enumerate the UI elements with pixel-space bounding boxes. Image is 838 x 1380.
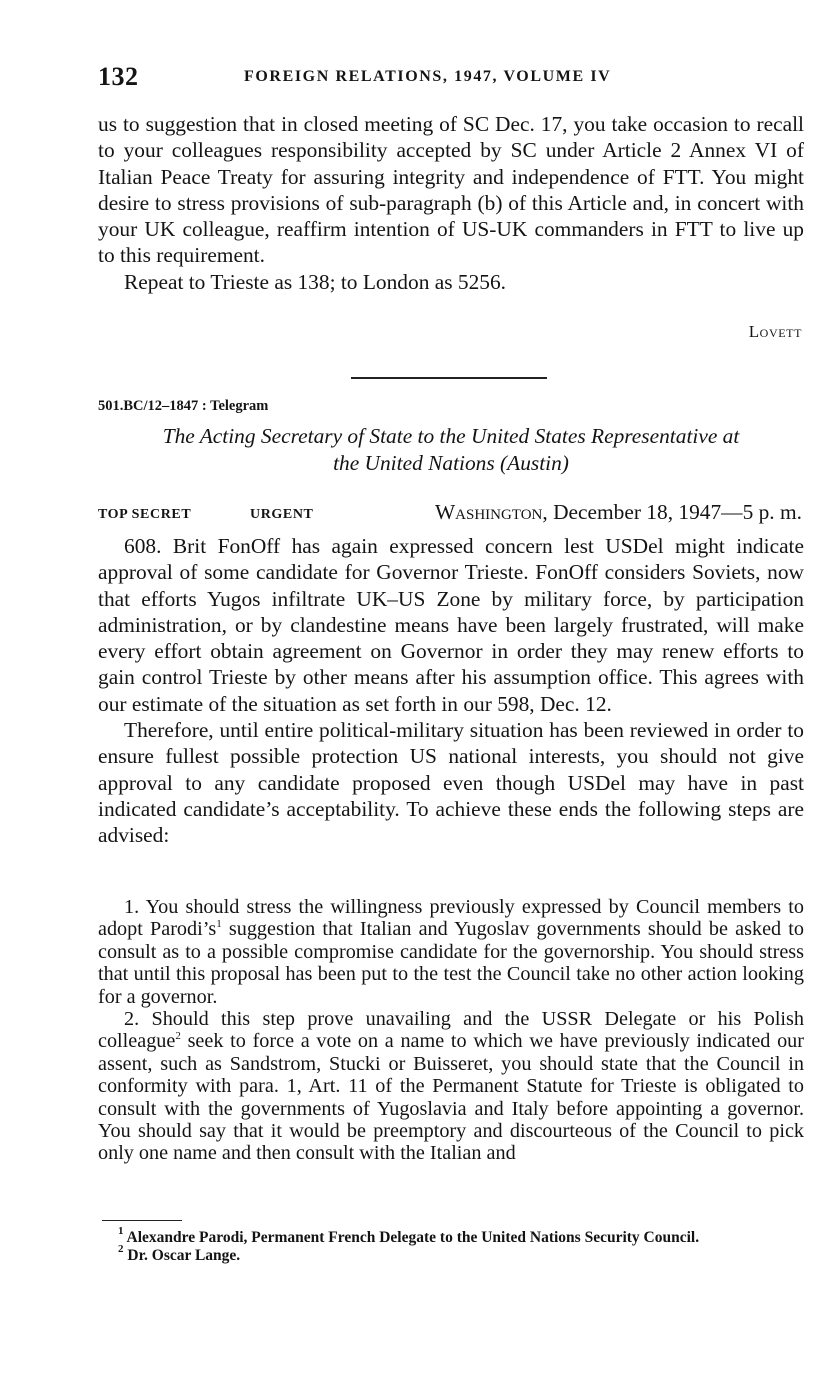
file-reference: 501.BC/12–1847 : Telegram: [98, 398, 269, 414]
previous-document-continuation: [98, 111, 804, 295]
step-1-text-after: suggestion that Italian and Yugoslav governments should be asked to consult as to a possible compromise candidate for the governorship. You should stress that until this proposal has been put to the test the Council take no other action looking for a governor.: [98, 918, 804, 1008]
signature: Lovett: [748, 322, 802, 341]
steps-list: [98, 896, 804, 1165]
page-number: 132: [98, 62, 139, 91]
footnote-1-mark: 1: [118, 1225, 124, 1237]
dateline: [98, 500, 804, 528]
footnote-ref-2: 2: [175, 1030, 181, 1043]
paragraph-608: 608. Brit FonOff has again expressed concern lest USDel might indicate approval of some candidate for Governor Trieste. FonOff considers Soviets, now that efforts Yugos infiltrate UK–US Zone by military force, by participation administration, or by clandestine means have been largely frustrated, will make every effort obtain agreement on Governor in order they may renew efforts to gain control Trieste by other means after his assumption office. This agrees with our estimate of the situation as set forth in our 598, Dec. 12.: [98, 534, 804, 716]
place: Washington,: [434, 500, 548, 524]
step-1-text-before: 1. You should stress the willingness previously expressed by Council members to adopt Parodi’s: [98, 896, 804, 941]
document-title: [98, 423, 804, 477]
classification-urgent: URGENT: [250, 507, 314, 522]
repeat-line: Repeat to Trieste as 138; to London as 5256.: [124, 269, 507, 294]
footnote-2-mark: 2: [118, 1242, 124, 1255]
footnote-ref-1: 1: [216, 918, 222, 931]
place-date: [435, 500, 802, 525]
step-2-text-before: 2. Should this step prove unavailing and the USSR Delegate or his Polish colleague: [98, 1008, 804, 1053]
footnote-1: [98, 1225, 804, 1247]
date: December 18, 1947—5 p. m.: [553, 500, 802, 524]
footnote-rule: [102, 1220, 182, 1221]
step-2: [98, 1008, 804, 1165]
footnote-2-text: Dr. Oscar Lange.: [127, 1246, 241, 1264]
footnote-1-text: Alexandre Parodi, Permanent French Delegate to the United Nations Security Council.: [126, 1229, 700, 1246]
running-head: FOREIGN RELATIONS, 1947, VOLUME IV: [244, 68, 612, 85]
section-divider: [351, 377, 547, 379]
footnotes: [98, 1225, 804, 1264]
step-1: [98, 896, 804, 1008]
paragraph-therefore: Therefore, until entire political-military situation has been reviewed in order to ensure fullest possible protection US national interests, you should not give approval to any candidate proposed even though USDel may have in past indicated candidate’s acceptability. To achieve these ends the following steps are advised:: [98, 718, 804, 848]
step-2-text-after: seek to force a vote on a name to which we have previously indicated our assent, such as Sandstrom, Stucki or Buisseret, you should state that the Council in conformity with para. 1, Art. 11 of the Permanent Statute for Trieste is obligated to consult with the governments of Yugoslavia and Italy before appointing a governor. You should say that it would be preemptory and discourteous of the Council to pick only one name and then consult with the Italian and: [98, 1030, 805, 1165]
footnote-2: [98, 1242, 804, 1265]
continuation-paragraph: us to suggestion that in closed meeting of SC Dec. 17, you take occasion to recall to your colleagues responsibility accepted by SC under Article 2 Annex VI of Italian Peace Treaty for assuring integrity and independence of FTT. You might desire to stress provisions of sub-paragraph (b) of this Article and, in concert with your UK colleague, reaffirm intention of US-UK commanders in FTT to live up to this requirement.: [98, 112, 804, 268]
title-line-1: The Acting Secretary of State to the United States Representative at: [162, 424, 740, 448]
classification-top-secret: TOP SECRET: [98, 507, 192, 522]
title-line-2: the United Nations (Austin): [333, 451, 569, 475]
page-header: [98, 62, 804, 98]
telegram-body: [98, 533, 804, 849]
